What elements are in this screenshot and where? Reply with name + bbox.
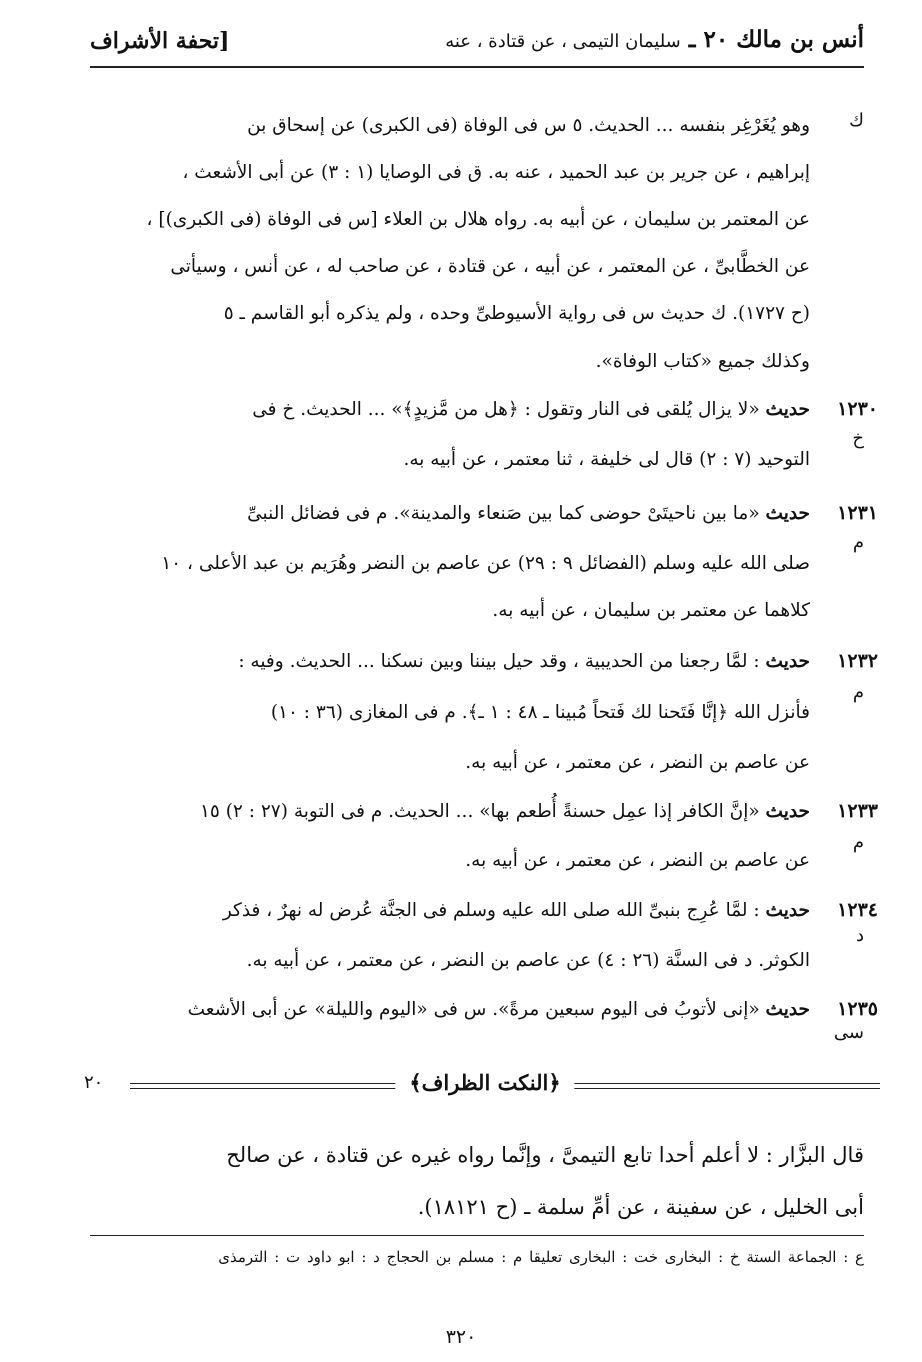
hadith-text-line: عن عاصم بن النضر ، عن معتمر ، عن أبيه به. [465, 752, 810, 773]
header-book-title: [تحفة الأشراف [90, 28, 230, 54]
hadith-number: ١٢٣٤ [837, 899, 878, 921]
abbreviations-key: ع : الجماعة الستة خ : البخارى خت : البخارى تعليقا م : مسلم بن الحجاج د : ابو داود ت : الترمذى [218, 1248, 864, 1266]
hadith-text-line: حديث «ما بين ناحيتَىْ حوضى كما بين صَنعاء والمدينة». م فى فضائل النبىِّ [247, 503, 810, 524]
intro-line: (ح ١٧٢٧). ك حديث س فى رواية الأسيوطىِّ وحده ، ولم يذكره أبو القاسم ـ ٥ [223, 303, 810, 324]
header-chain: سليمان التيمى ، عن قتادة ، عنه [445, 31, 681, 52]
intro-line: وكذلك جميع «كتاب الوفاة». [595, 351, 810, 372]
hadith-number: ١٢٣٣ [837, 800, 878, 822]
intro-sigla: ك [849, 110, 864, 131]
hadith-keyword: حديث [765, 651, 810, 672]
intro-line: عن الخطَّابىِّ ، عن المعتمر ، عن أبيه ، عن قتادة ، عن صاحب له ، عن أنس ، وسيأتى [170, 256, 810, 277]
hadith-number: ١٢٣٢ [837, 650, 878, 672]
hadith-text-line: كلاهما عن معتمر بن سليمان ، عن أبيه به. [492, 600, 810, 621]
header-chapter-label: أنس بن مالك ٢٠ ـ [688, 26, 864, 53]
hadith-sigla: م [852, 532, 864, 553]
section-line-number: ٢٠ [84, 1072, 104, 1093]
hadith-sigla: د [855, 925, 864, 946]
hadith-text-line: حديث «إنَّ الكافر إذا عمِل حسنةً أُطعم بها» ... الحديث. م فى التوبة (٢٧ : ٢) ١٥ [199, 801, 810, 822]
hadith-text-line: حديث : لمَّا رجعنا من الحديبية ، وقد حيل بيننا وبين نسكنا ... الحديث. وفيه : [238, 651, 810, 672]
hadith-text-line: حديث : لمَّا عُرِج بنبىِّ الله صلى الله عليه وسلم فى الجنَّة عُرض له نهرٌ ، فذكر [222, 900, 810, 921]
hadith-text-line: عن عاصم بن النضر ، عن معتمر ، عن أبيه به. [465, 850, 810, 871]
header-rule [90, 66, 864, 68]
intro-line: وهو يُغَرْغِر بنفسه ... الحديث. ٥ س فى الوفاة (فى الكبرى) عن إسحاق بن [247, 115, 810, 136]
hadith-text-line: حديث «إنى لأتوبُ فى اليوم سبعين مرةً». س فى «اليوم والليلة» عن أبى الأشعث [187, 999, 810, 1020]
hadith-text-line: التوحيد (٧ : ٢) قال لى خليفة ، ثنا معتمر ، عن أبيه به. [403, 449, 810, 470]
hadith-number: ١٢٣٠ [837, 398, 878, 420]
hadith-sigla: م [852, 682, 864, 703]
nukat-line: أبى الخليل ، عن سفينة ، عن أمِّ سلمة ـ (ح ١٨١٢١). [417, 1195, 864, 1219]
section-divider [84, 1070, 880, 1104]
header-chapter-title [445, 26, 864, 53]
hadith-sigla: سى [833, 1022, 864, 1043]
running-header [90, 22, 864, 62]
hadith-number: ١٢٣٥ [837, 998, 878, 1020]
intro-line: إبراهيم ، عن جرير بن عبد الحميد ، عنه به. ق فى الوصايا (١ : ٣) عن أبى الأشعث ، [182, 162, 810, 183]
section-heading: ﴿النكت الظراف﴾ [395, 1070, 574, 1095]
hadith-sigla: م [852, 832, 864, 853]
hadith-keyword: حديث [765, 999, 810, 1020]
nukat-line: قال البزَّار : لا أعلم أحدا تابع التيمىَّ ، وإنَّما رواه غيره عن قتادة ، عن صالح [226, 1143, 864, 1167]
hadith-keyword: حديث [765, 399, 810, 420]
intro-line: عن المعتمر بن سليمان ، عن أبيه به. رواه هلال بن العلاء [س فى الوفاة (فى الكبرى)] ، [146, 209, 810, 230]
hadith-text-line: حديث «لا يزال يُلقى فى النار وتقول : ﴿هل من مَّزيدٍ﴾» ... الحديث. خ فى [252, 399, 810, 420]
hadith-number: ١٢٣١ [837, 502, 878, 524]
hadith-text-line: صلى الله عليه وسلم (الفضائل ٩ : ٢٩) عن عاصم بن النضر وهُرَيم بن عبد الأعلى ، ١٠ [161, 553, 810, 574]
hadith-text-line: الكوثر. د فى السنَّة (٢٦ : ٤) عن عاصم بن النضر ، عن معتمر ، عن أبيه به. [246, 950, 810, 971]
hadith-text-line: فأنزل الله ﴿إنَّا فَتَحنا لك فَتحاً مُبينا ـ ٤٨ : ١ ـ﴾. م فى المغازى (٣٦ : ١٠) [270, 702, 810, 723]
page-number: ٣٢٠ [445, 1326, 477, 1348]
hadith-sigla: خ [852, 428, 864, 449]
hadith-keyword: حديث [765, 503, 810, 524]
footer-rule [90, 1235, 864, 1236]
hadith-keyword: حديث [765, 801, 810, 822]
hadith-keyword: حديث [765, 900, 810, 921]
